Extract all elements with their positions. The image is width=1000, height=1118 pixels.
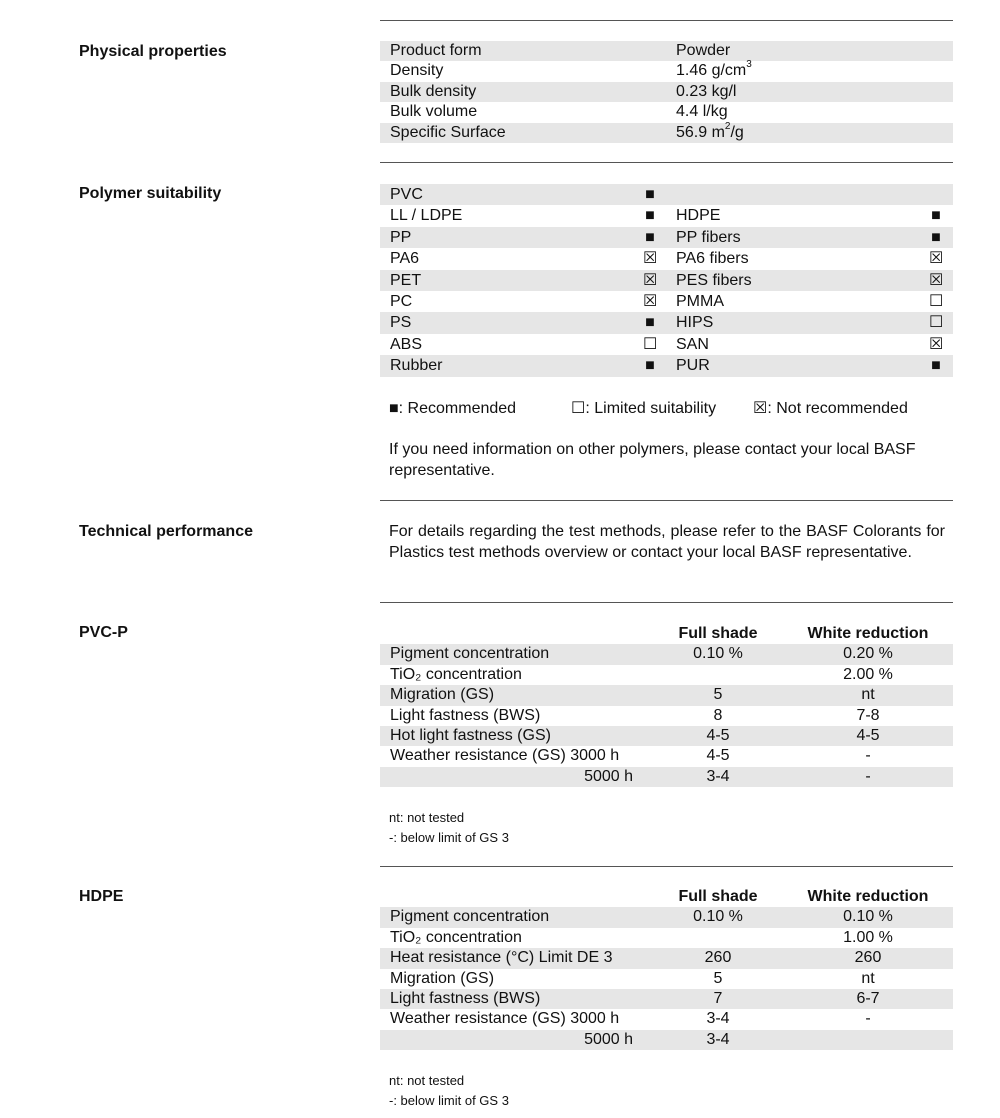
superscript: 3 [746,59,752,71]
legend-recommended: ■: Recommended [389,400,517,417]
property-name: Product form [390,42,482,59]
polymer-name: PES fibers [676,271,752,289]
table-row [380,907,953,927]
white-reduction-value: 0.20 % [843,645,893,663]
test-name: Migration (GS) [390,686,495,704]
polymer-name: PP fibers [676,228,741,246]
test-name: Light fastness (BWS) [390,706,541,724]
test-name-sub: 5000 h [584,1030,633,1048]
test-name: Migration (GS) [390,969,495,987]
column-header-white-reduction: White reduction [807,625,929,642]
table-row [380,928,953,948]
white-reduction-value: - [865,747,871,765]
test-name: TiO₂ concentration [390,665,522,683]
full-shade-value: 7 [713,989,723,1007]
superscript: 2 [724,120,731,132]
surface-unit: /g [730,123,744,141]
polymer-name: PA6 [390,250,420,268]
polymer-name: PET [390,271,422,289]
property-value [676,120,744,143]
table-row [380,948,953,968]
table-row [380,248,953,269]
white-reduction-value: nt [861,969,875,987]
white-reduction-value: 0.10 % [843,908,893,926]
table-header-row [380,624,953,644]
note-below-limit: -: below limit of GS 3 [389,830,509,845]
test-name: Pigment concentration [390,908,550,926]
full-shade-value: 3-4 [706,1030,730,1048]
suitability-mark: ■ [931,207,941,225]
table-row [380,61,953,81]
property-value: Powder [676,42,731,59]
full-shade-value: 3-4 [706,1010,730,1028]
white-reduction-value: - [865,1010,871,1028]
legend-not-recommended: ☒: Not recommended [753,400,908,417]
white-reduction-value: - [865,767,871,785]
full-shade-value: 0.10 % [693,908,743,926]
divider-polymer [380,500,953,501]
suitability-mark: ■ [931,228,941,246]
full-shade-value: 8 [713,706,723,724]
technical-text: For details regarding the test methods, please refer to the BASF Colorants for Plastics test methods overview or contact your local BASF representative. [389,523,945,561]
table-row [380,205,953,226]
white-reduction-value: 2.00 % [843,665,893,683]
divider-top [380,20,953,21]
table-row [380,41,953,61]
polymer-name: PMMA [676,292,724,310]
column-header-white-reduction: White reduction [807,888,929,905]
density-value: 1.46 g/cm [676,62,747,80]
polymer-name: HDPE [676,207,721,225]
column-header-full-shade: Full shade [678,625,758,642]
polymer-name: PA6 fibers [676,250,749,268]
suitability-mark: ☒ [643,250,658,268]
polymer-name: PP [390,228,412,246]
test-name: Weather resistance (GS) 3000 h [390,747,620,765]
table-row [380,665,953,685]
section-label-technical: Technical performance [79,523,253,540]
full-shade-value: 4-5 [706,726,730,744]
test-name: Heat resistance (°C) Limit DE 3 [390,949,613,967]
polymer-name: HIPS [676,314,714,332]
table-row [380,1009,953,1029]
property-name: Density [390,62,444,80]
table-header-row [380,887,953,907]
polymer-name: PVC [390,186,423,203]
polymer-info-text: If you need information on other polymers, please contact your local BASF representative. [389,441,916,479]
polymer-name: PC [390,292,413,310]
test-name: TiO₂ concentration [390,928,522,946]
white-reduction-value: 4-5 [856,726,880,744]
note-not-tested: nt: not tested [389,810,465,825]
white-reduction-value: 1.00 % [843,928,893,946]
divider-technical [380,602,953,603]
suitability-mark: ■ [645,314,655,332]
property-value: 4.4 l/kg [676,103,728,121]
suitability-mark: ☐ [929,314,944,332]
table-row [380,184,953,205]
property-value [676,61,752,81]
divider-physical [380,162,953,163]
note-not-tested: nt: not tested [389,1073,465,1088]
table-row [380,312,953,333]
suitability-mark: ■ [645,228,655,246]
polymer-suitability-table [380,184,953,376]
full-shade-value: 5 [713,969,723,987]
section-label-physical: Physical properties [79,43,227,60]
property-name: Bulk volume [390,103,478,121]
polymer-name: SAN [676,335,709,353]
table-row [380,969,953,989]
suitability-mark: ■ [931,357,941,375]
suitability-mark: ☒ [929,335,944,353]
table-row [380,746,953,766]
column-header-full-shade: Full shade [678,888,758,905]
pvcp-table [380,624,953,787]
table-row [380,270,953,291]
polymer-name: LL / LDPE [390,207,463,225]
table-row [380,706,953,726]
suitability-mark: ■ [645,357,655,375]
suitability-mark: ☐ [643,335,658,353]
test-name: Hot light fastness (GS) [390,726,551,744]
table-row [380,291,953,312]
white-reduction-value: 7-8 [856,706,880,724]
polymer-name: ABS [390,335,423,353]
full-shade-value: 5 [713,686,723,704]
note-below-limit: -: below limit of GS 3 [389,1093,509,1108]
test-name: Weather resistance (GS) 3000 h [390,1010,620,1028]
white-reduction-value: 260 [854,949,882,967]
property-name: Specific Surface [390,123,506,141]
suitability-mark: ☒ [929,271,944,289]
full-shade-value: 3-4 [706,767,730,785]
table-row [380,685,953,705]
full-shade-value: 0.10 % [693,645,743,663]
divider-pvcp [380,866,953,867]
suitability-mark: ■ [645,186,655,203]
test-name: Pigment concentration [390,645,550,663]
table-row [380,334,953,355]
table-row [380,82,953,102]
full-shade-value: 260 [704,949,732,967]
table-row [380,102,953,122]
physical-properties-table [380,41,953,143]
table-row [380,726,953,746]
section-label-pvcp: PVC-P [79,624,128,641]
suitability-mark: ☒ [643,292,658,310]
suitability-mark: ☒ [929,250,944,268]
surface-value: 56.9 m [676,123,725,141]
section-label-hdpe: HDPE [79,888,124,905]
table-row [380,355,953,376]
property-name: Bulk density [390,82,477,100]
white-reduction-value: 6-7 [856,989,880,1007]
table-row [380,120,953,143]
property-value: 0.23 kg/l [676,82,737,100]
suitability-mark: ■ [645,207,655,225]
white-reduction-value: nt [861,686,875,704]
suitability-mark: ☒ [643,271,658,289]
polymer-name: PS [390,314,412,332]
polymer-name: Rubber [390,357,443,375]
section-label-polymer: Polymer suitability [79,185,222,202]
polymer-name: PUR [676,357,710,375]
table-row [380,644,953,664]
table-row [380,227,953,248]
test-name-sub: 5000 h [584,767,633,785]
table-row [380,989,953,1009]
legend-limited: ☐: Limited suitability [571,400,717,417]
full-shade-value: 4-5 [706,747,730,765]
suitability-mark: ☐ [929,292,944,310]
test-name: Light fastness (BWS) [390,989,541,1007]
table-row [380,1030,953,1050]
table-row [380,767,953,787]
hdpe-table [380,887,953,1050]
